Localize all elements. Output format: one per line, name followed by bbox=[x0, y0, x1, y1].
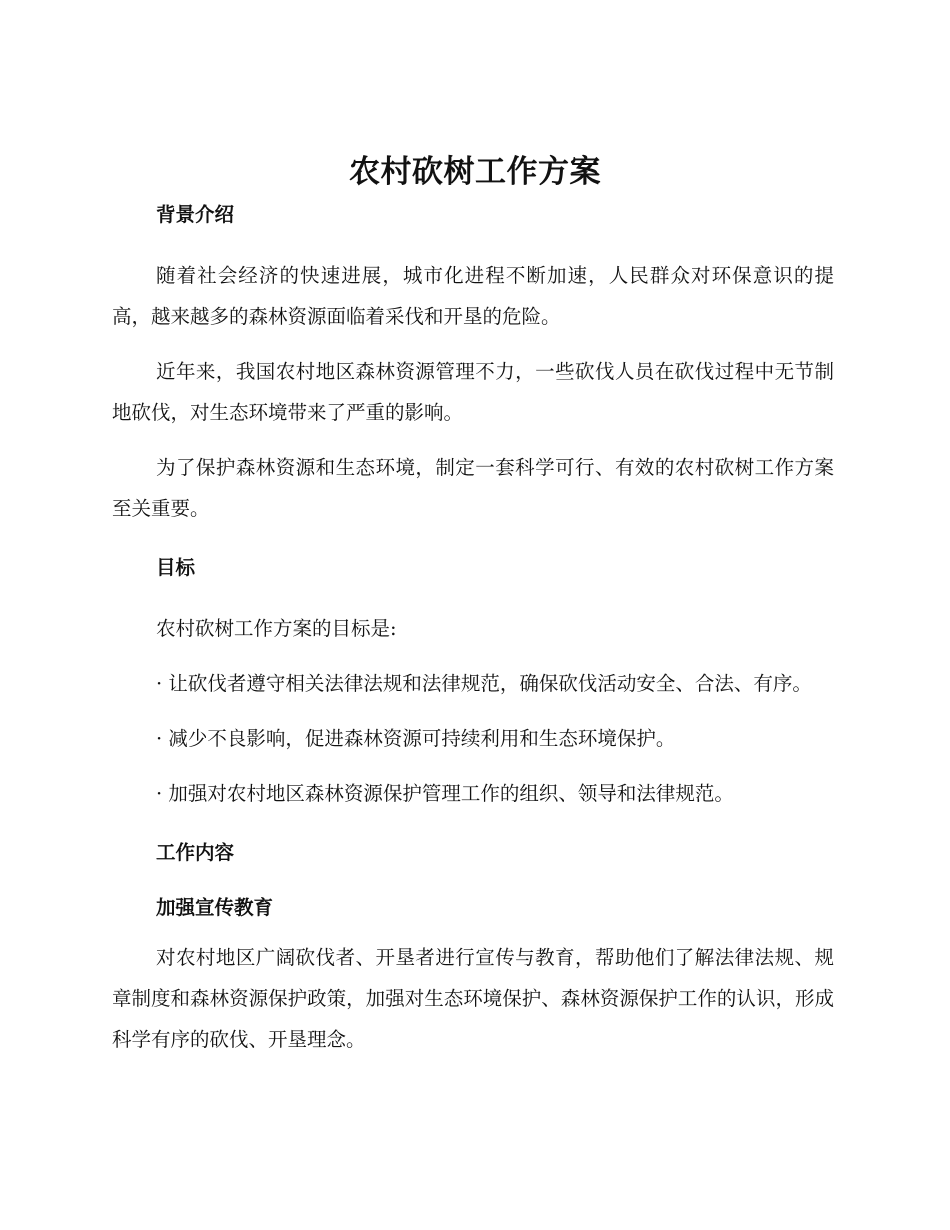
background-paragraph-2: 近年来，我国农村地区森林资源管理不力，一些砍伐人员在砍伐过程中无节制地砍伐，对生态环境带来了严重的影响。 bbox=[112, 360, 834, 424]
background-paragraph-3: 为了保护森林资源和生态环境，制定一套科学可行、有效的农村砍树工作方案至关重要。 bbox=[112, 456, 834, 520]
document-body bbox=[112, 200, 834, 1074]
section-heading-background: 背景介绍 bbox=[156, 203, 235, 226]
work-paragraph: 对农村地区广阔砍伐者、开垦者进行宣传与教育，帮助他们了解法律法规、规章制度和森林资源保护政策，加强对生态环境保护、森林资源保护工作的认识，形成科学有序的砍伐、开垦理念。 bbox=[112, 946, 834, 1051]
section-heading-goals: 目标 bbox=[156, 556, 196, 579]
goal-item-3: · 加强对农村地区森林资源保护管理工作的组织、领导和法律规范。 bbox=[156, 782, 734, 805]
subheading-publicity: 加强宣传教育 bbox=[156, 896, 274, 919]
section-heading-work: 工作内容 bbox=[156, 841, 235, 864]
goal-item-1: · 让砍伐者遵守相关法律法规和法律规范，确保砍伐活动安全、合法、有序。 bbox=[156, 672, 812, 695]
document-title: 农村砍树工作方案 bbox=[349, 154, 601, 190]
background-paragraph-1: 随着社会经济的快速进展，城市化进程不断加速，人民群众对环保意识的提高，越来越多的森林资源面临着采伐和开垦的危险。 bbox=[112, 264, 834, 328]
goal-item-2: · 减少不良影响，促进森林资源可持续利用和生态环境保护。 bbox=[156, 727, 676, 750]
goals-intro: 农村砍树工作方案的目标是: bbox=[156, 617, 397, 640]
